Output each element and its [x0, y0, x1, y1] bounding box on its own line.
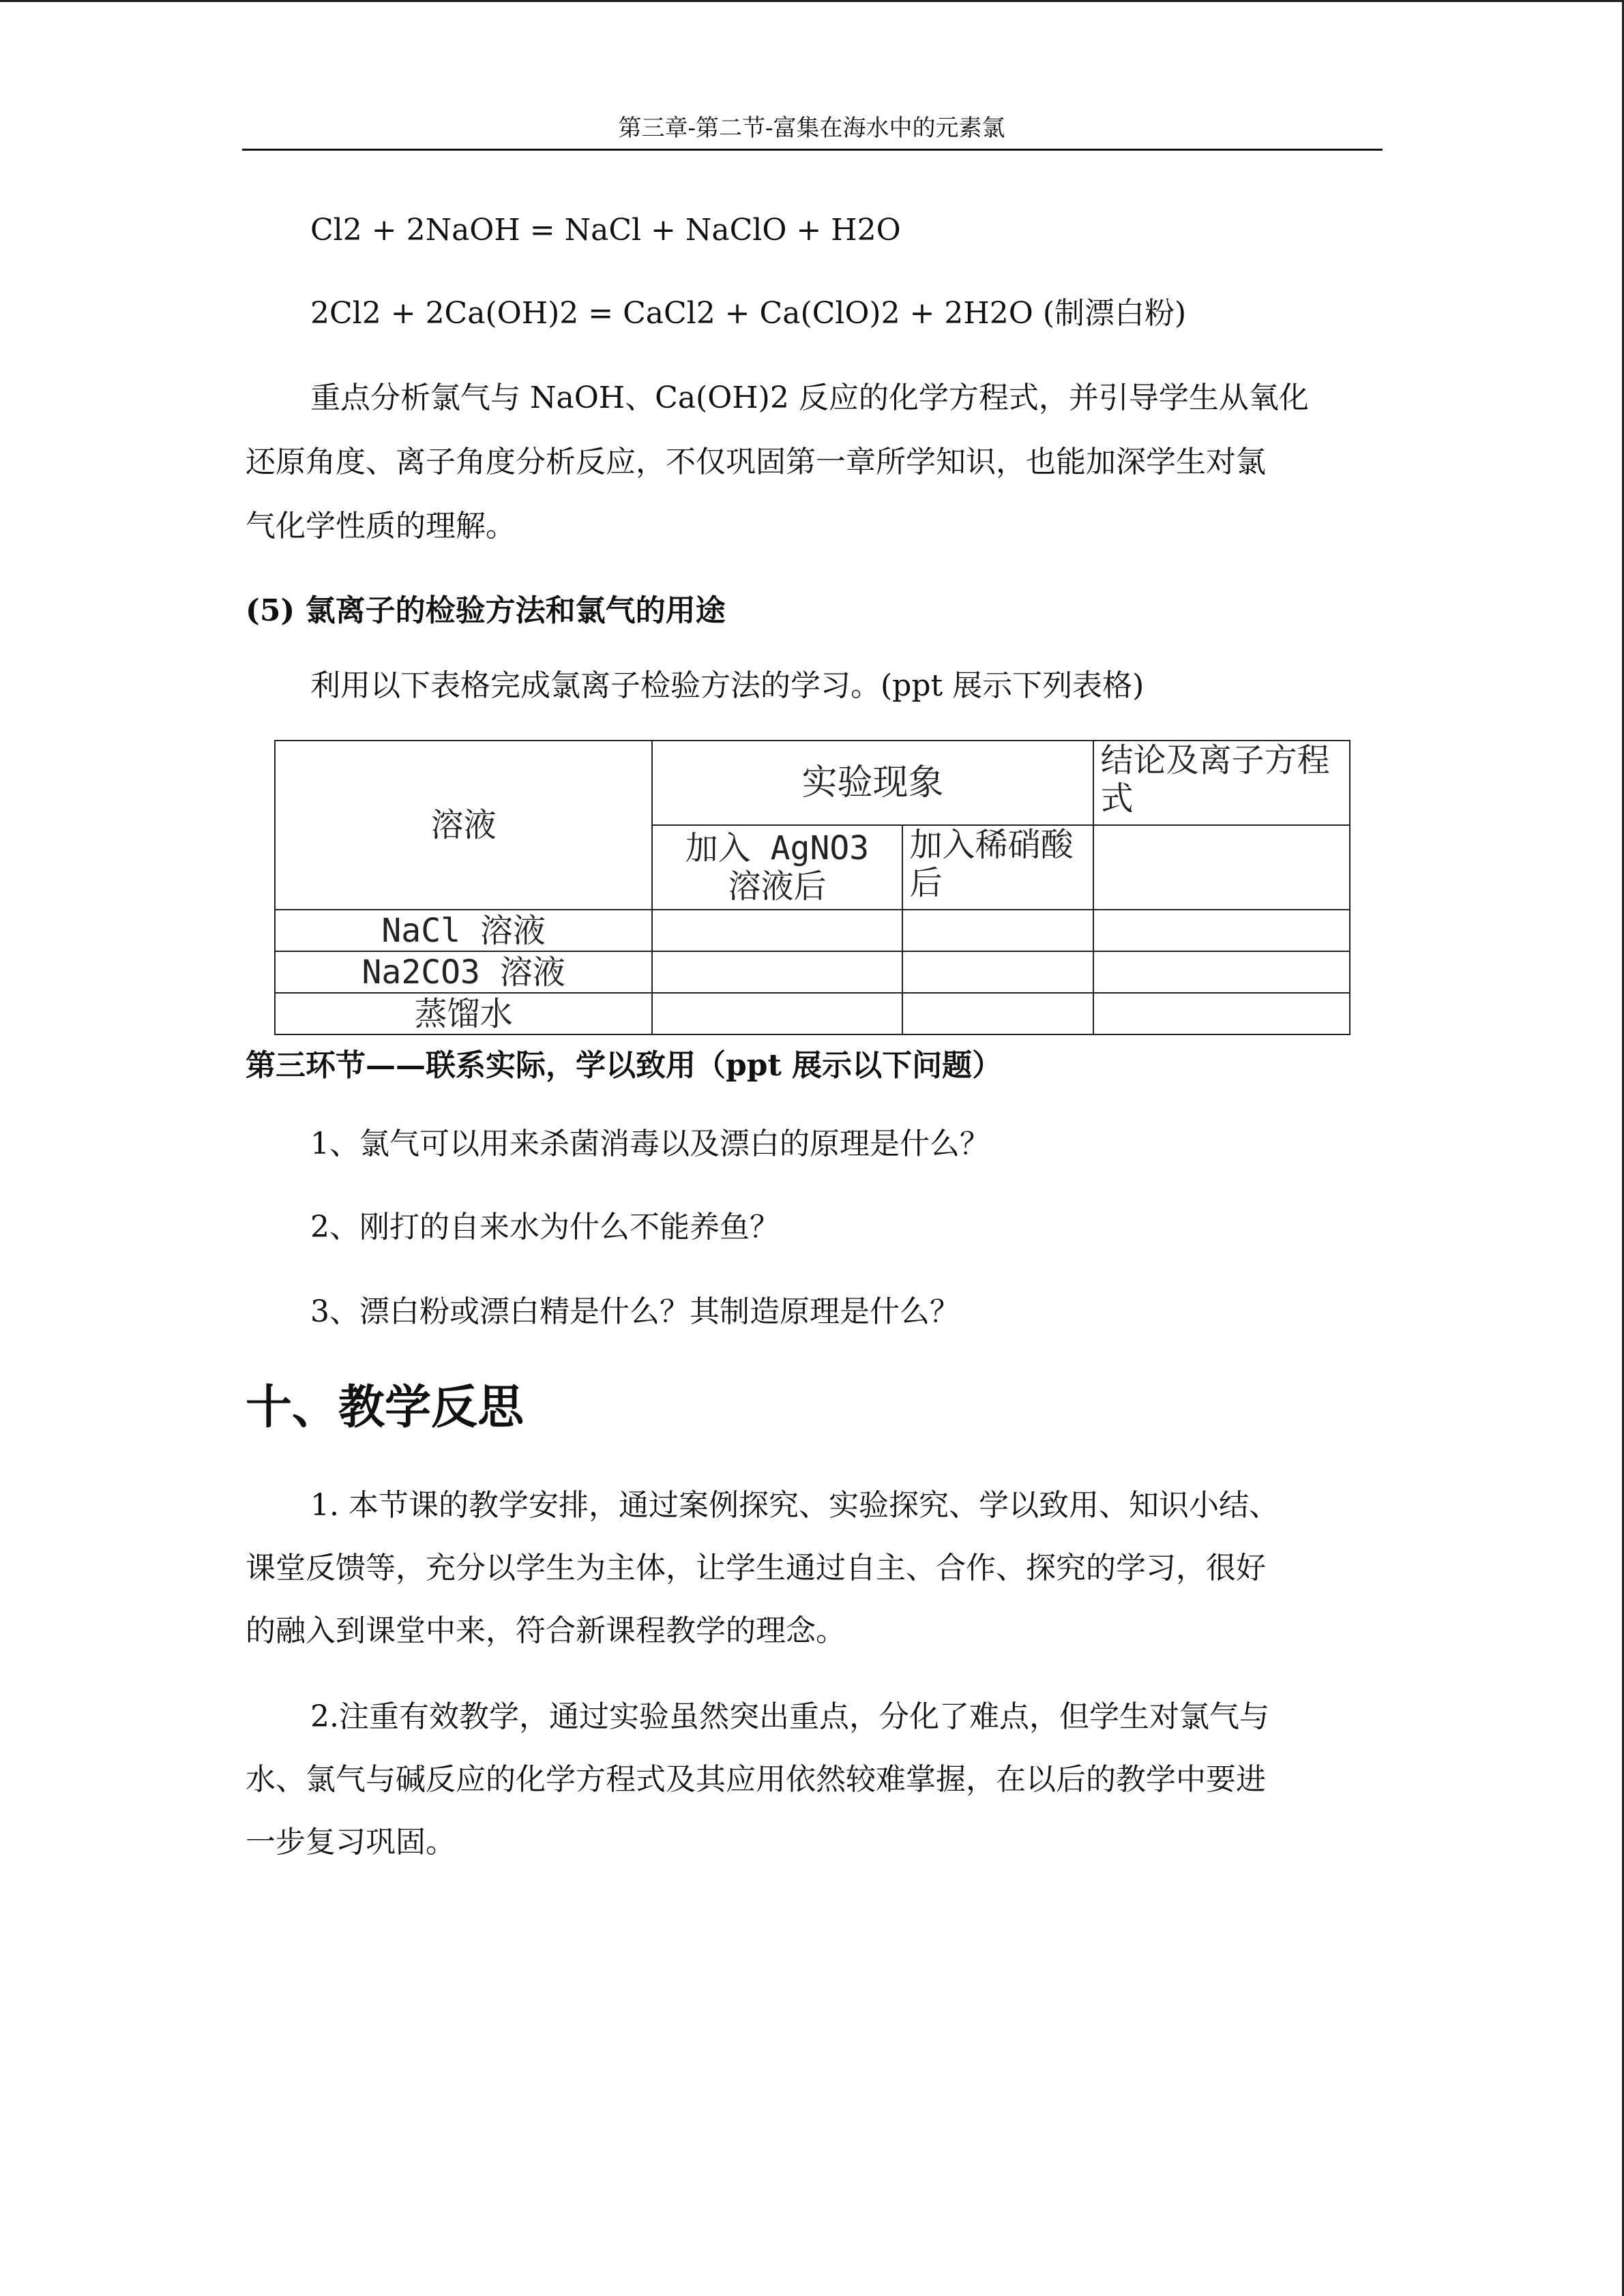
header-phenomenon: 实验现象	[652, 741, 1093, 825]
question-item: 3、漂白粉或漂白精是什么？其制造原理是什么？	[310, 1294, 960, 1329]
paragraph-line: 1. 本节课的教学安排，通过案例探究、实验探究、学以致用、知识小结、	[310, 1488, 1279, 1523]
paragraph-line: 2.注重有效教学，通过实验虽然突出重点，分化了难点，但学生对氯气与	[310, 1699, 1269, 1734]
page-header: 第三章-第二节-富集在海水中的元素氯	[618, 115, 1005, 142]
question-item: 1、氯气可以用来杀菌消毒以及漂白的原理是什么？	[310, 1127, 990, 1161]
paragraph-line: 一步复习巩固。	[246, 1825, 456, 1860]
table-cell	[902, 993, 1093, 1034]
paragraph-line: 水、氯气与碱反应的化学方程式及其应用依然较难掌握，在以后的教学中要进	[246, 1762, 1266, 1797]
subheader-agno3: 加入 AgNO3 溶液后	[652, 825, 902, 910]
paragraph-line: 重点分析氯气与 NaOH、Ca(OH)2 反应的化学方程式，并引导学生从氧化	[310, 381, 1309, 415]
paragraph-line: 还原角度、离子角度分析反应，不仅巩固第一章所学知识，也能加深学生对氯	[246, 445, 1266, 479]
question-item: 2、刚打的自来水为什么不能养鱼？	[310, 1210, 780, 1244]
paragraph-line: 的融入到课堂中来，符合新课程教学的理念。	[246, 1613, 846, 1648]
paragraph-line: 气化学性质的理解。	[246, 509, 516, 543]
row-label: 蒸馏水	[275, 993, 652, 1034]
section-heading: (5) 氯离子的检验方法和氯气的用途	[246, 593, 726, 628]
subheader-hno3: 加入稀硝酸后	[902, 825, 1093, 910]
table-cell	[1093, 910, 1350, 951]
table-cell	[1093, 951, 1350, 993]
table-intro: 利用以下表格完成氯离子检验方法的学习。(ppt 展示下列表格)	[310, 668, 1145, 703]
page-border-top	[0, 0, 1624, 2]
experiment-table	[274, 740, 1350, 1035]
chapter-title: 十、教学反思	[246, 1381, 525, 1435]
section-heading: 第三环节——联系实际，学以致用（ppt 展示以下问题）	[246, 1048, 1003, 1083]
header-rule	[242, 149, 1383, 151]
row-label: Na2CO3 溶液	[275, 951, 652, 993]
table-cell	[652, 951, 902, 993]
table-cell	[1093, 825, 1350, 910]
table-cell	[902, 910, 1093, 951]
header-solution: 溶液	[275, 741, 652, 910]
row-label: NaCl 溶液	[275, 910, 652, 951]
header-conclusion: 结论及离子方程式	[1093, 741, 1350, 825]
equation-2: 2Cl2 + 2Ca(OH)2 = CaCl2 + Ca(ClO)2 + 2H2O (制漂白粉)	[310, 296, 1187, 331]
equation-1: Cl2 + 2NaOH = NaCl + NaClO + H2O	[310, 213, 901, 248]
table-cell	[1093, 993, 1350, 1034]
table-cell	[652, 993, 902, 1034]
table-cell	[902, 951, 1093, 993]
paragraph-line: 课堂反馈等，充分以学生为主体，让学生通过自主、合作、探究的学习，很好	[246, 1551, 1266, 1585]
table-cell	[652, 910, 902, 951]
